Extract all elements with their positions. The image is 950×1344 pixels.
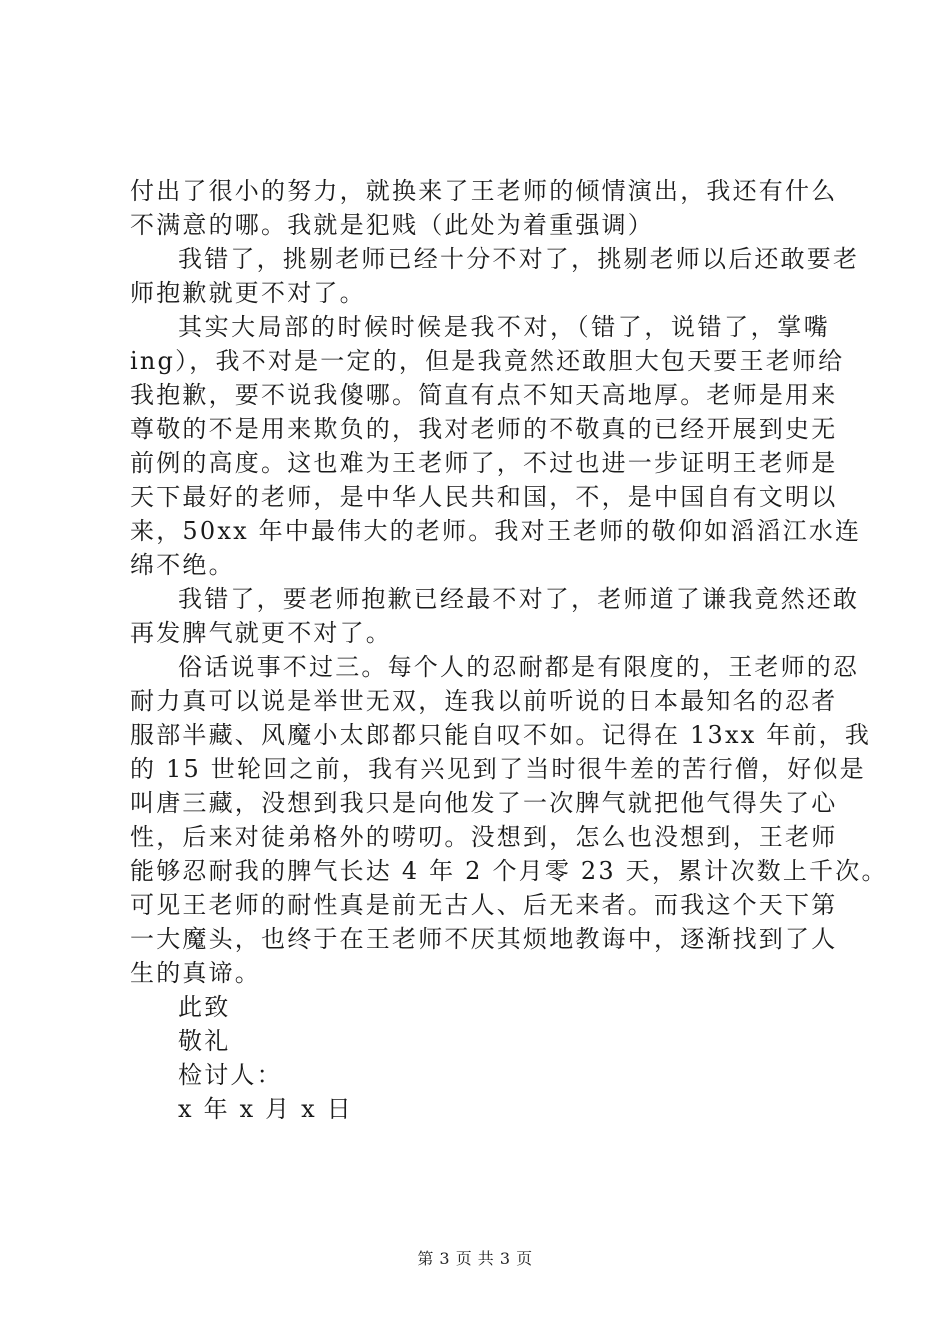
closing-regards: 敬礼 xyxy=(178,1027,231,1055)
paragraph-line: 师抱歉就更不对了。 xyxy=(130,279,366,307)
paragraph-line: 前例的高度。这也难为王老师了，不过也进一步证明王老师是 xyxy=(130,449,838,477)
signature-date: x 年 x 月 x 日 xyxy=(178,1095,353,1123)
paragraph-line: 可见王老师的耐性真是前无古人、后无来者。而我这个天下第 xyxy=(130,891,838,919)
paragraph-line: 我错了，要老师抱歉已经最不对了，老师道了谦我竟然还敢 xyxy=(178,585,860,613)
paragraph-line: 性，后来对徒弟格外的唠叨。没想到，怎么也没想到，王老师 xyxy=(130,823,838,851)
closing-salutation: 此致 xyxy=(178,993,231,1021)
paragraph-line: 叫唐三藏，没想到我只是向他发了一次脾气就把他气得失了心 xyxy=(130,789,838,817)
paragraph-line: 尊敬的不是用来欺负的，我对老师的不敬真的已经开展到史无 xyxy=(130,415,838,443)
paragraph-line: 一大魔头，也终于在王老师不厌其烦地教诲中，逐渐找到了人 xyxy=(130,925,838,953)
paragraph-line: 来，50xx 年中最伟大的老师。我对王老师的敬仰如滔滔江水连 xyxy=(130,517,862,545)
paragraph-line: 付出了很小的努力，就换来了王老师的倾情演出，我还有什么 xyxy=(130,177,838,205)
page-footer: 第 3 页 共 3 页 xyxy=(417,1249,533,1268)
paragraph-line: 的 15 世轮回之前，我有兴见到了当时很牛差的苦行僧，好似是 xyxy=(130,755,866,783)
paragraph-line: 耐力真可以说是举世无双，连我以前听说的日本最知名的忍者 xyxy=(130,687,838,715)
paragraph-line: 生的真谛。 xyxy=(130,959,261,987)
paragraph-line: 绵不绝。 xyxy=(130,551,235,579)
paragraph-line: 天下最好的老师，是中华人民共和国，不，是中国自有文明以 xyxy=(130,483,838,511)
paragraph-line: 我抱歉，要不说我傻哪。简直有点不知天高地厚。老师是用来 xyxy=(130,381,838,409)
signer-label: 检讨人： xyxy=(178,1061,283,1089)
document-body xyxy=(130,174,888,1126)
paragraph-line: 俗话说事不过三。每个人的忍耐都是有限度的，王老师的忍 xyxy=(178,653,860,681)
paragraph-line: ing），我不对是一定的，但是我竟然还敢胆大包天要王老师给 xyxy=(130,347,845,375)
paragraph-line: 我错了，挑剔老师已经十分不对了，挑剔老师以后还敢要老 xyxy=(178,245,860,273)
paragraph-line: 再发脾气就更不对了。 xyxy=(130,619,392,647)
paragraph-line: 其实大局部的时候时候是我不对，（错了，说错了，掌嘴 xyxy=(178,313,830,341)
paragraph-line: 不满意的哪。我就是犯贱（此处为着重强调） xyxy=(130,211,654,239)
paragraph-line: 服部半藏、风魔小太郎都只能自叹不如。记得在 13xx 年前，我 xyxy=(130,721,872,749)
paragraph-line: 能够忍耐我的脾气长达 4 年 2 个月零 23 天，累计次数上千次。 xyxy=(130,857,888,885)
